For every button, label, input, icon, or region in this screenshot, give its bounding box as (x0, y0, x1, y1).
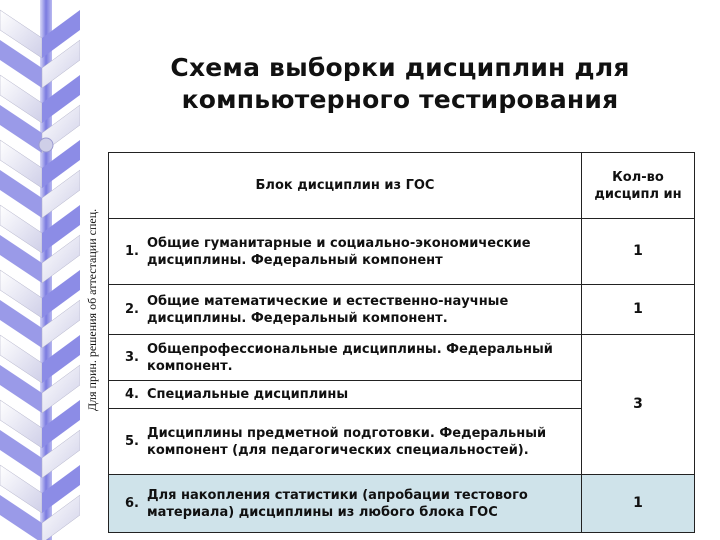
side-note-text: Для прин. решения об аттестации спец. (85, 208, 99, 412)
row-number: 1. (109, 219, 144, 285)
row-text: Общие математические и естественно-научные дисциплины. Федеральный компонент. (143, 285, 582, 335)
row-text: Дисциплины предметной подготовки. Федеральный компонент (для педагогических специальностей). (143, 409, 582, 475)
row-number: 6. (109, 475, 144, 533)
table-row (109, 285, 695, 335)
table-header-row (109, 153, 695, 219)
side-note (82, 160, 102, 460)
spiral-binding-decoration (0, 0, 80, 540)
table-row (109, 475, 695, 533)
title-line-2: компьютерного тестирования (181, 85, 619, 114)
row-text: Общие гуманитарные и социально-экономические дисциплины. Федеральный компонент (143, 219, 582, 285)
row-count: 1 (582, 219, 695, 285)
page-title (110, 52, 690, 116)
header-block: Блок дисциплин из ГОС (109, 153, 582, 219)
table-row (109, 219, 695, 285)
disciplines-table (108, 152, 695, 533)
table-row (109, 335, 695, 381)
row-count: 1 (582, 475, 695, 533)
title-line-1: Схема выборки дисциплин для (170, 53, 630, 82)
row-count: 1 (582, 285, 695, 335)
header-count: Кол-во дисципл ин (582, 153, 695, 219)
row-number: 2. (109, 285, 144, 335)
row-text: Общепрофессиональные дисциплины. Федеральный компонент. (143, 335, 582, 381)
row-number: 4. (109, 381, 144, 409)
row-number: 3. (109, 335, 144, 381)
row-text: Специальные дисциплины (143, 381, 582, 409)
row-number: 5. (109, 409, 144, 475)
row-count: 3 (582, 335, 695, 475)
row-text: Для накопления статистики (апробации тестового материала) дисциплины из любого блока ГОС (143, 475, 582, 533)
